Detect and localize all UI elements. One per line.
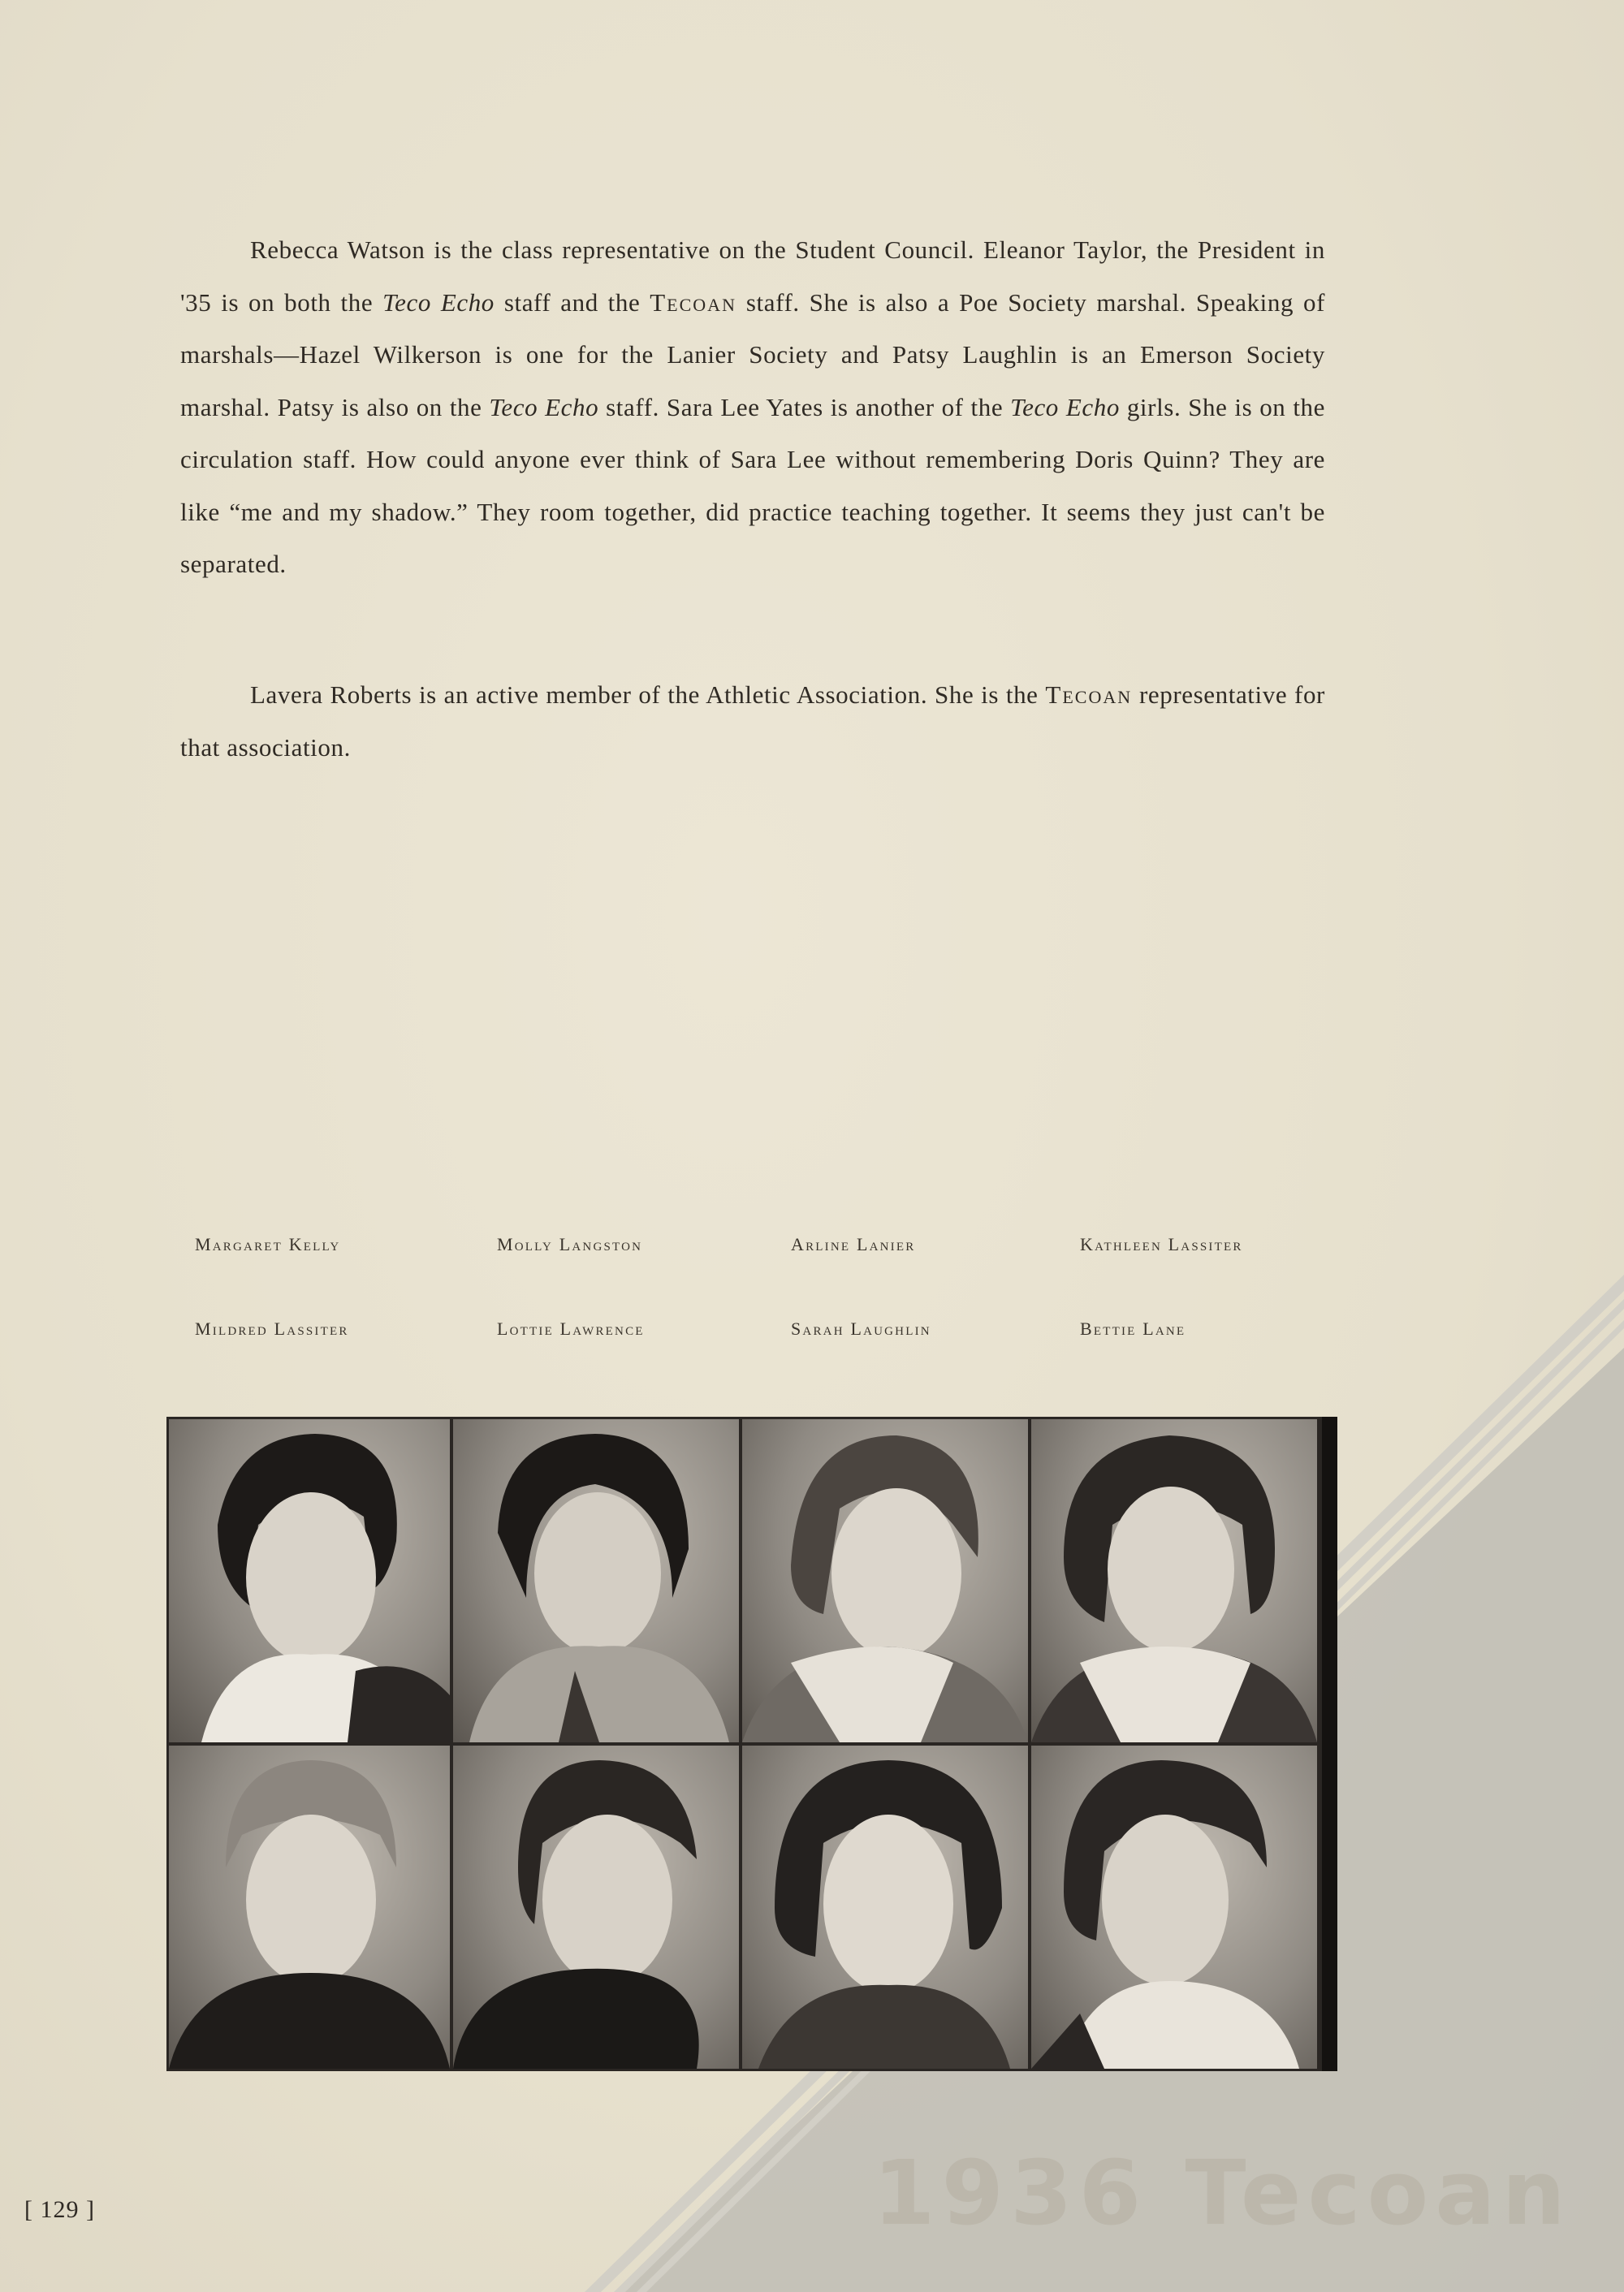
teco-echo-title: Teco Echo	[382, 287, 495, 317]
portrait-margaret-kelly	[169, 1419, 450, 1742]
body-paragraph-1: Rebecca Watson is the class representative on the Student Council. Eleanor Taylor, the President in '35 is on both the Teco Echo staff and the Tecoan staff. She is also a Poe Society marshal. Speaking of marshals—Hazel Wilkerson is one for the Lanier Society and Patsy Laughlin is an Emerson Society marshal. Patsy is also on the Teco Echo staff. Sara Lee Yates is another of the Teco Echo girls. She is on the circulation staff. How could anyone ever think of Sara Lee without remembering Doris Quinn? They are like “me and my shadow.” They room together, did practice teaching together. It seems they just can't be separated.	[180, 235, 1325, 578]
tecoan-title: Tecoan	[650, 287, 736, 317]
caption-arline-lanier: Arline Lanier	[791, 1234, 916, 1254]
caption-row-1	[195, 1234, 1348, 1267]
photo-edge-bar	[1322, 1417, 1337, 2071]
caption-margaret-kelly: Margaret Kelly	[195, 1234, 341, 1254]
caption-sarah-laughlin: Sarah Laughlin	[791, 1319, 931, 1339]
portrait-lottie-lawrence	[453, 1746, 739, 2069]
body-paragraph-2: Lavera Roberts is an active member of the Athletic Association. She is the Tecoan representative for that association.	[180, 680, 1325, 762]
caption-kathleen-lassiter: Kathleen Lassiter	[1080, 1234, 1243, 1254]
portrait-kathleen-lassiter	[1031, 1419, 1317, 1742]
portrait-bettie-lane	[1031, 1746, 1317, 2069]
caption-bettie-lane: Bettie Lane	[1080, 1319, 1186, 1339]
caption-mildred-lassiter: Mildred Lassiter	[195, 1319, 349, 1339]
tecoan-title: Tecoan	[1045, 680, 1133, 709]
tecoan-1936-logo: 1936 Tecoan	[873, 2141, 1572, 2245]
caption-lottie-lawrence: Lottie Lawrence	[497, 1319, 645, 1339]
portrait-mildred-lassiter	[169, 1746, 450, 2069]
caption-row-2	[195, 1319, 1348, 1351]
teco-echo-title: Teco Echo	[1010, 392, 1120, 421]
page-number: [ 129 ]	[24, 2196, 95, 2223]
portrait-arline-lanier	[742, 1419, 1028, 1742]
caption-molly-langston: Molly Langston	[497, 1234, 643, 1254]
teco-echo-title: Teco Echo	[489, 392, 599, 421]
portrait-sarah-laughlin	[742, 1746, 1028, 2069]
portrait-molly-langston	[453, 1419, 739, 1742]
portrait-grid	[166, 1417, 1337, 2071]
